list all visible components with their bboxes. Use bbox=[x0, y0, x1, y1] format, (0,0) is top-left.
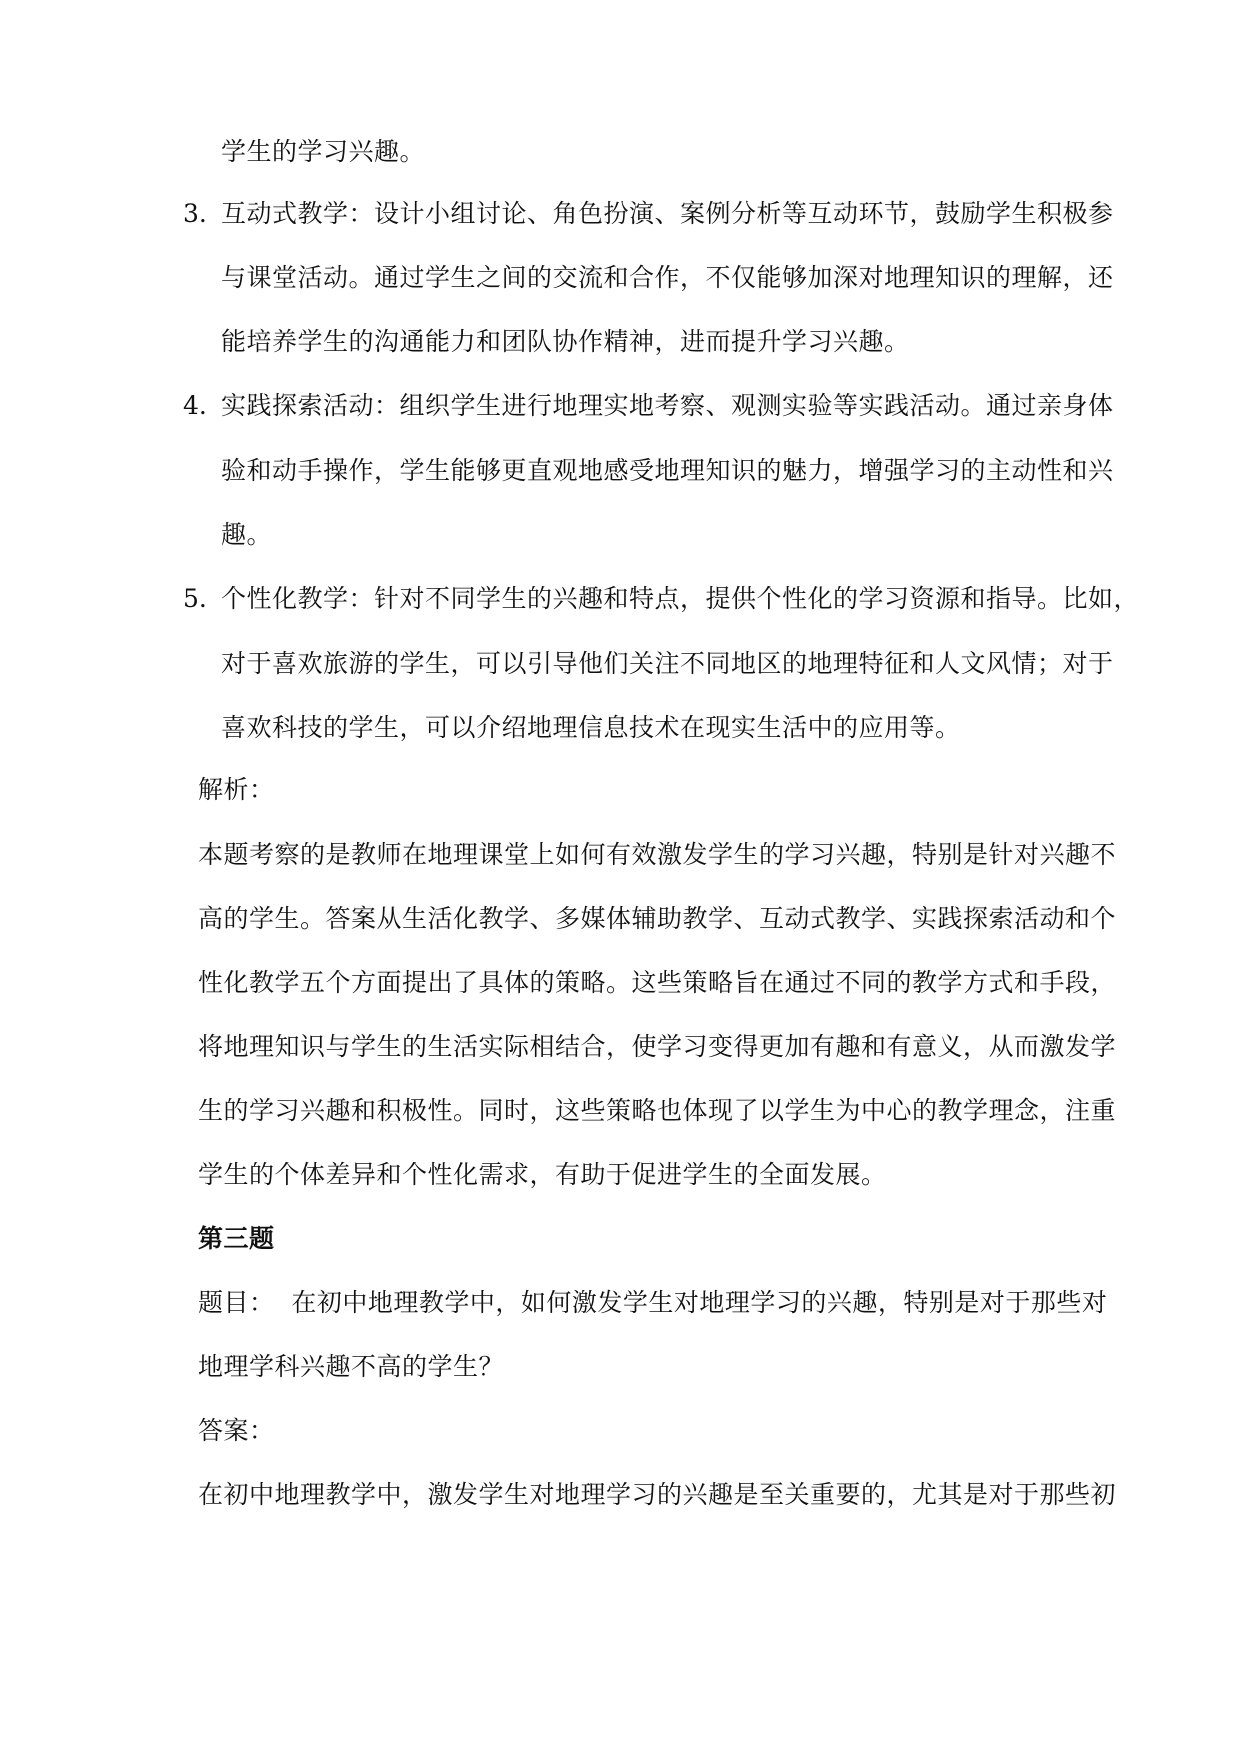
list-item-line: 个性化教学：针对不同学生的兴趣和特点，提供个性化的学习资源和指导。比如， bbox=[221, 584, 1140, 613]
list-item-line: 验和动手操作，学生能够更直观地感受地理知识的魅力，增强学习的主动性和兴 bbox=[221, 456, 1114, 485]
answer-label: 答案： bbox=[198, 1416, 275, 1445]
list-item-line: 与课堂活动。通过学生之间的交流和合作，不仅能够加深对地理知识的理解，还 bbox=[221, 263, 1114, 292]
list-item-line: 实践探索活动：组织学生进行地理实地考察、观测实验等实践活动。通过亲身体 bbox=[221, 391, 1114, 420]
analysis-paragraph-line: 性化教学五个方面提出了具体的策略。这些策略旨在通过不同的教学方式和手段， bbox=[198, 968, 1117, 997]
list-item-line: 能培养学生的沟通能力和团队协作精神，进而提升学习兴趣。 bbox=[221, 327, 910, 356]
list-item-line: 对于喜欢旅游的学生，可以引导他们关注不同地区的地理特征和人文风情；对于 bbox=[221, 649, 1114, 678]
analysis-label: 解析： bbox=[198, 775, 275, 804]
analysis-paragraph-line: 高的学生。答案从生活化教学、多媒体辅助教学、互动式教学、实践探索活动和个 bbox=[198, 904, 1117, 933]
list-item-number: 4. bbox=[183, 391, 207, 420]
analysis-paragraph-line: 生的学习兴趣和积极性。同时，这些策略也体现了以学生为中心的教学理念，注重 bbox=[198, 1096, 1117, 1125]
list-item-line: 互动式教学：设计小组讨论、角色扮演、案例分析等互动环节，鼓励学生积极参 bbox=[221, 199, 1114, 228]
list-item-number: 3. bbox=[183, 199, 207, 228]
analysis-paragraph-line: 学生的个体差异和个性化需求，有助于促进学生的全面发展。 bbox=[198, 1160, 887, 1189]
section-title: 第三题 bbox=[198, 1224, 275, 1253]
list-item-continuation: 学生的学习兴趣。 bbox=[221, 137, 426, 166]
question-line: 地理学科兴趣不高的学生？ bbox=[198, 1352, 505, 1381]
list-item-number: 5. bbox=[183, 584, 207, 613]
list-item-line: 喜欢科技的学生，可以介绍地理信息技术在现实生活中的应用等。 bbox=[221, 713, 961, 742]
analysis-paragraph-line: 将地理知识与学生的生活实际相结合，使学习变得更加有趣和有意义，从而激发学 bbox=[198, 1032, 1117, 1061]
answer-paragraph-line: 在初中地理教学中，激发学生对地理学习的兴趣是至关重要的，尤其是对于那些初 bbox=[198, 1480, 1117, 1509]
list-item-line: 趣。 bbox=[221, 520, 273, 549]
question-line: 题目： 在初中地理教学中，如何激发学生对地理学习的兴趣，特别是对于那些对 bbox=[198, 1288, 1108, 1317]
analysis-paragraph-line: 本题考察的是教师在地理课堂上如何有效激发学生的学习兴趣，特别是针对兴趣不 bbox=[198, 840, 1117, 869]
